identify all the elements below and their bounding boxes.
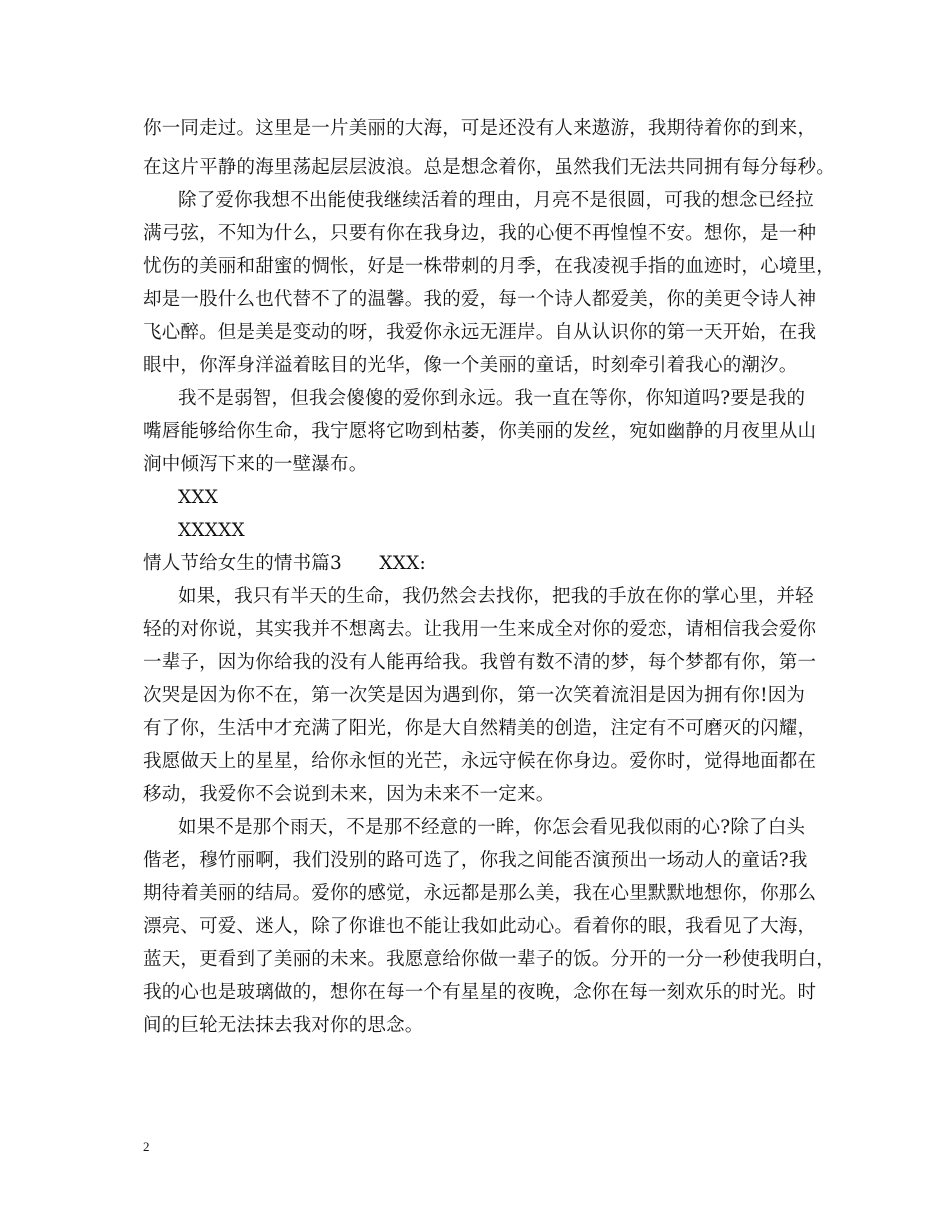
text-line: 一辈子，因为你给我的没有人能再给我。我曾有数不清的梦，每个梦都有你，第一: [143, 652, 817, 673]
text-line: 蓝天，更看到了美丽的未来。我愿意给你做一辈子的饭。分开的一分一秒使我明白，: [143, 949, 835, 970]
signature-line: XXX: [178, 487, 219, 508]
text-line: 间的巨轮无法抹去我对你的思念。: [143, 1015, 424, 1036]
text-line: 期待着美丽的结局。爱你的感觉，永远都是那么美，我在心里默默地想你，你那么: [143, 883, 817, 904]
text-line: 移动，我爱你不会说到未来，因为未来不一定来。: [143, 784, 555, 805]
section-title: 情人节给女生的情书篇3 XXX:: [143, 553, 426, 574]
text-line: 次哭是因为你不在，第一次笑是因为遇到你，第一次笑着流泪是因为拥有你!因为: [143, 685, 806, 706]
paragraph-start-line: 除了爱你我想不出能使我继续活着的理由，月亮不是很圆，可我的想念已经拉: [178, 190, 814, 211]
text-line: 飞心醉。但是美是变动的呀，我爱你永远无涯岸。自从认识你的第一天开始，在我: [143, 322, 817, 343]
text-line: 我的心也是玻璃做的，想你在每一个有星星的夜晚，念你在每一刻欢乐的时光。时: [143, 982, 817, 1003]
text-line: 有了你，生活中才充满了阳光，你是大自然精美的创造，注定有不可磨灭的闪耀，: [143, 718, 817, 739]
text-line: 嘴唇能够给你生命，我宁愿将它吻到枯萎，你美丽的发丝，宛如幽静的月夜里从山: [143, 421, 817, 442]
text-line: 在这片平静的海里荡起层层波浪。总是想念着你，虽然我们无法共同拥有每分每秒。: [143, 157, 835, 178]
text-line: 你一同走过。这里是一片美丽的大海，可是还没有人来遨游，我期待着你的到来，: [143, 118, 817, 139]
signature-line: XXXXX: [178, 520, 245, 541]
text-line: 我愿做天上的星星，给你永恒的光芒，永远守候在你身边。爱你时，觉得地面都在: [143, 751, 817, 772]
text-line: 轻的对你说，其实我并不想离去。让我用一生来成全对你的爱恋，请相信我会爱你: [143, 619, 817, 640]
paragraph-start-line: 我不是弱智，但我会傻傻的爱你到永远。我一直在等你，你知道吗?要是我的: [178, 388, 806, 409]
text-line: 涧中倾泻下来的一壁瀑布。: [143, 454, 368, 475]
page-number: 2: [143, 1139, 150, 1154]
text-line: 忧伤的美丽和甜蜜的惆怅，好是一株带刺的月季，在我凌视手指的血迹时，心境里，: [143, 256, 835, 277]
text-line: 偕老，穆竹丽啊，我们没别的路可选了，你我之间能否演预出一场动人的童话?我: [143, 850, 808, 871]
text-line: 满弓弦，不知为什么，只要有你在我身边，我的心便不再惶惶不安。想你，是一种: [143, 223, 817, 244]
text-line: 眼中，你浑身洋溢着眩目的光华，像一个美丽的童话，时刻牵引着我心的潮汐。: [143, 355, 798, 376]
text-line: 却是一股什么也代替不了的温馨。我的爱，每一个诗人都爱美，你的美更令诗人神: [143, 289, 817, 310]
paragraph-start-line: 如果不是那个雨天，不是那不经意的一眸，你怎会看见我似雨的心?除了白头: [178, 817, 806, 838]
text-line: 漂亮、可爱、迷人，除了你谁也不能让我如此动心。看着你的眼，我看见了大海，: [143, 916, 817, 937]
paragraph-start-line: 如果，我只有半天的生命，我仍然会去找你，把我的手放在你的掌心里，并轻: [178, 586, 814, 607]
